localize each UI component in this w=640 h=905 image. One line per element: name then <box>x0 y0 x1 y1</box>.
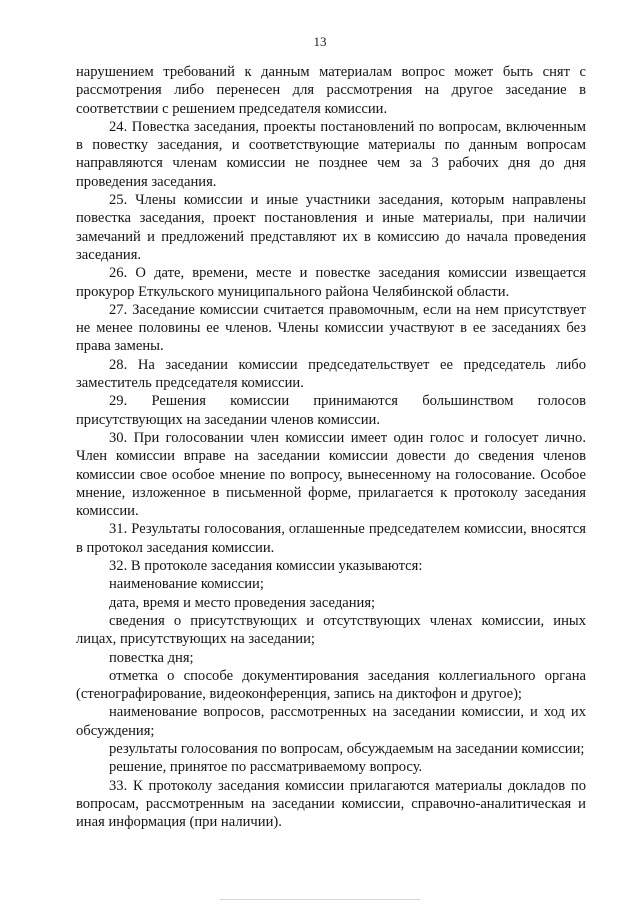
list-item-commission-name: наименование комиссии; <box>109 576 264 593</box>
paragraph-continuation: нарушением требований к данным материалам вопрос может быть снят с рассмотрения либо перенесен для рассмотрения на другое заседание в соответствии с решением председателя комиссии. <box>76 64 586 117</box>
page-number: 13 <box>313 34 327 49</box>
bottom-divider <box>220 899 420 900</box>
paragraph-33: 33. К протоколу заседания комиссии прилагаются материалы докладов по вопросам, рассмотренным на заседании комиссии, справочно-аналитическая и иная информация (при наличии). <box>76 777 586 831</box>
paragraph-27: 27. Заседание комиссии считается правомочным, если на нем присутствует не менее половины ее членов. Члены комиссии участвуют в ее заседаниях без права замены. <box>76 301 586 355</box>
list-item-questions: наименование вопросов, рассмотренных на заседании комиссии, и ход их обсуждения; <box>76 704 586 739</box>
list-item-agenda: повестка дня; <box>109 649 194 666</box>
paragraph-29: 29. Решения комиссии принимаются большинством голосов присутствующих на заседании членов комиссии. <box>76 393 586 428</box>
paragraph-28: 28. На заседании комиссии председательствует ее председатель либо заместитель председателя комиссии. <box>76 356 586 392</box>
paragraph-32: 32. В протоколе заседания комиссии указываются: <box>109 558 423 575</box>
list-item-documentation-method: отметка о способе документирования заседания коллегиального органа (стенографирование, видеоконференция, запись на диктофон и другое); <box>76 667 586 703</box>
document-body <box>76 63 586 831</box>
list-item-voting-results: результаты голосования по вопросам, обсуждаемым на заседании комиссии; <box>109 740 585 757</box>
list-item-attendance: сведения о присутствующих и отсутствующих членах комиссии, иных лицах, присутствующих на заседании; <box>76 612 586 648</box>
paragraph-24: 24. Повестка заседания, проекты постановлений по вопросам, включенным в повестку заседания, и соответствующие материалы по данным вопросам направляются членам комиссии не позднее чем за 3 рабочих дня до дня проведения заседания. <box>76 118 586 190</box>
paragraph-25: 25. Члены комиссии и иные участники заседания, которым направлены повестка заседания, проект постановления и иные материалы, при наличии замечаний и предложений представляют их в комиссию до начала проведения заседания. <box>76 192 586 263</box>
list-item-decision: решение, принятое по рассматриваемому вопросу. <box>109 759 423 776</box>
paragraph-30: 30. При голосовании член комиссии имеет один голос и голосует лично. Член комиссии вправе на заседании комиссии довести до сведения членов комиссии свое особое мнение по вопросу, вынесенному на голосование. Особое мнение, изложенное в письменной форме, прилагается к протоколу заседания комиссии. <box>76 429 586 520</box>
paragraph-31: 31. Результаты голосования, оглашенные председателем комиссии, вносятся в протокол заседания комиссии. <box>76 521 586 556</box>
list-item-date-time-place: дата, время и место проведения заседания; <box>109 594 376 611</box>
paragraph-26: 26. О дате, времени, месте и повестке заседания комиссии извещается прокурор Еткульского муниципального района Челябинской области. <box>76 265 586 300</box>
